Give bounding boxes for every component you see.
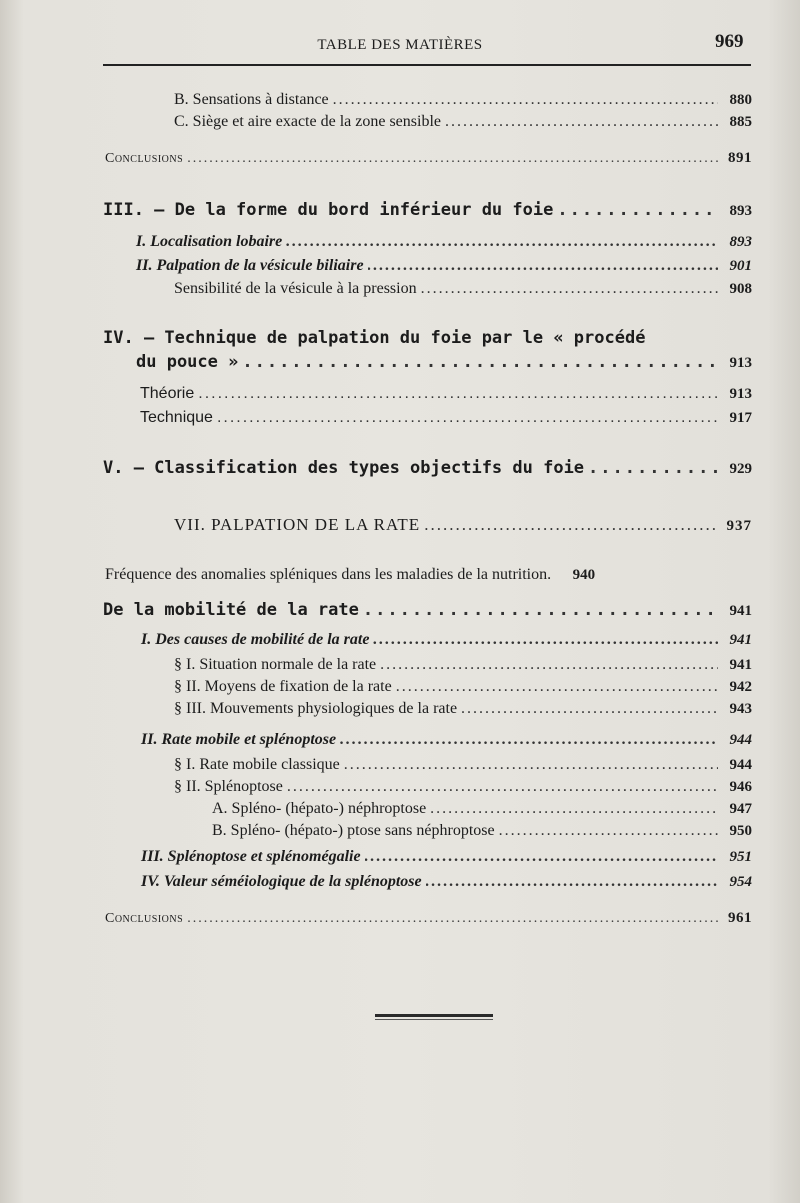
toc-entry: Fréquence des anomalies spléniques dans les maladies de la nutrition. 940 [105,566,596,583]
page-number: 969 [715,31,744,52]
toc-entry: I. Localisation lobaire ..... 893 [136,233,752,251]
toc-entry: C. Siège et aire exacte de la zone sensible ..... 885 [174,113,752,131]
toc-section-heading: V. — Classification des types objectifs du foie ..... 929 [103,458,752,478]
end-rule-thin [375,1019,493,1020]
running-header: TABLE DES MATIÈRES [317,37,483,53]
toc-entry: Technique ..... 917 [140,409,752,427]
toc-section-heading: IV. — Technique de palpation du foie par le « procédé [103,328,646,348]
toc-entry: I. Des causes de mobilité de la rate ..... 941 [141,631,752,649]
toc-entry: II. Rate mobile et splénoptose ..... 944 [141,731,752,749]
toc-entry: A. Spléno- (hépato-) néphroptose ..... 947 [212,800,752,818]
toc-section-heading: De la mobilité de la rate ..... 941 [103,600,752,620]
toc-entry: Conclusions ..... 891 [105,150,752,167]
toc-entry: Sensibilité de la vésicule à la pression ..... 908 [174,280,752,298]
toc-entry: § I. Rate mobile classique ..... 944 [174,756,752,774]
toc-entry: § I. Situation normale de la rate ..... 941 [174,656,752,674]
toc-entry: du pouce » ..... 913 [136,352,752,372]
toc-entry: B. Spléno- (hépato-) ptose sans néphroptose ..... 950 [212,822,752,840]
end-rule [375,1014,493,1017]
toc-entry: § II. Splénoptose ..... 946 [174,778,752,796]
toc-entry: IV. Valeur séméiologique de la splénoptose ..... 954 [141,873,752,891]
toc-entry: III. Splénoptose et splénomégalie ..... 951 [141,848,752,866]
toc-entry: § III. Mouvements physiologiques de la rate ..... 943 [174,700,752,718]
toc-section-heading: III. — De la forme du bord inférieur du foie ..... 893 [103,200,752,220]
toc-entry: Conclusions ..... 961 [105,910,752,927]
toc-entry: Théorie ..... 913 [140,385,752,403]
toc-entry: B. Sensations à distance ..... 880 [174,91,752,109]
toc-entry: II. Palpation de la vésicule biliaire ..... 901 [136,257,752,275]
toc-entry: § II. Moyens de fixation de la rate ..... 942 [174,678,752,696]
toc-chapter-heading: VII. PALPATION DE LA RATE ..... 937 [174,515,752,535]
